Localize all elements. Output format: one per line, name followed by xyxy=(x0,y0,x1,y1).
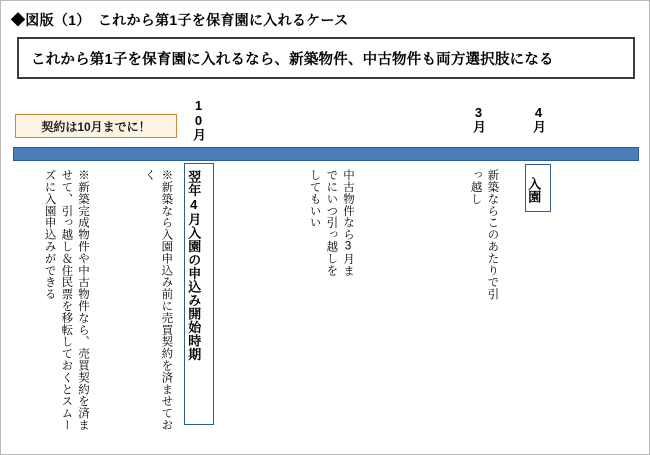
enrollment-label: 入園 xyxy=(526,176,542,203)
note-newbuild-move-timing: 新築ならこのあたりで引っ越し xyxy=(469,169,499,300)
timeline-month-april: 4月 xyxy=(531,105,546,133)
contract-deadline-callout xyxy=(15,114,177,138)
application-period-label: 翌年4月入園の申込み開始時期 xyxy=(186,170,202,361)
timeline-bar xyxy=(13,147,639,161)
note-usedhome-move-timing: 中古物件なら3月までにいつ引っ越しをしてもいい xyxy=(308,169,355,277)
figure-title: ◆図版（1） これから第1子を保育園に入れるケース xyxy=(11,12,349,28)
note-purchase-and-move: ※新築完成物件や中古物件なら、売買契約を済ませて、引っ越し＆住民票を移転しておくとスムーズに入園申込みができる xyxy=(43,169,90,431)
application-period-box xyxy=(184,163,214,425)
headline-text: これから第1子を保育園に入れるなら、新築物件、中古物件も両方選択肢になる xyxy=(31,51,554,68)
headline-box xyxy=(17,37,635,79)
contract-deadline-text: 契約は10月までに！ xyxy=(41,119,151,134)
timeline-month-march: 3月 xyxy=(471,105,486,133)
enrollment-box xyxy=(525,164,551,212)
note-newbuild-contract: ※新築なら入園申込み前に売買契約を済ませておく xyxy=(143,169,173,431)
timeline-month-october: 10月 xyxy=(191,97,206,141)
